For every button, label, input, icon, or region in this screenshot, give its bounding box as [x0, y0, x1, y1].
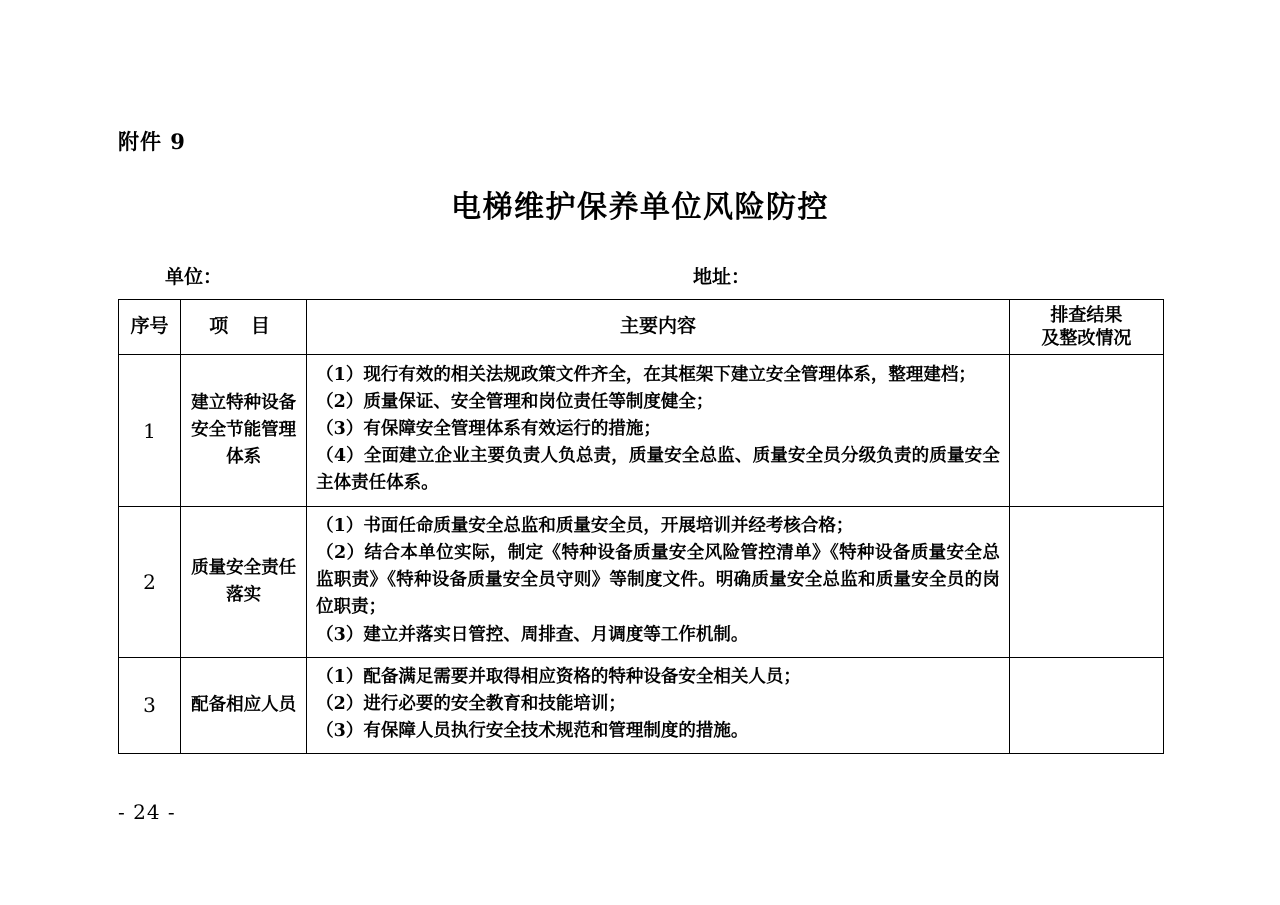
header-result	[1009, 300, 1163, 355]
header-no: 序号	[119, 300, 181, 355]
row-item: 建立特种设备安全节能管理体系	[181, 355, 307, 507]
content-line: （2）结合本单位实际，制定《特种设备质量安全风险管控清单》《特种设备质量安全总监职责》《特种设备质量安全员守则》等制度文件。明确质量安全总监和质量安全员的岗位职责；	[316, 543, 1000, 618]
content-line: （3）有保障安全管理体系有效运行的措施；	[316, 418, 661, 439]
risk-control-table	[118, 299, 1164, 754]
table-row	[119, 657, 1164, 753]
page-number: - 24 -	[118, 800, 176, 824]
table-row	[119, 507, 1164, 658]
table-header-row	[119, 300, 1164, 355]
row-content	[307, 355, 1010, 507]
content-line: （1）现行有效的相关法规政策文件齐全，在其框架下建立安全管理体系，整理建档；	[316, 364, 976, 385]
row-number: 3	[119, 657, 181, 753]
row-result[interactable]	[1009, 657, 1163, 753]
row-number: 2	[119, 507, 181, 658]
table-header	[119, 300, 1164, 355]
table-row	[119, 355, 1164, 507]
header-result-line1: 排查结果	[1050, 304, 1123, 326]
unit-label: 单位：	[165, 266, 223, 288]
table-body	[119, 355, 1164, 754]
address-label: 地址：	[693, 266, 751, 288]
row-content	[307, 507, 1010, 658]
header-content: 主要内容	[307, 300, 1010, 355]
content-line: （3）有保障人员执行安全技术规范和管理制度的措施。	[316, 720, 749, 741]
header-item: 项 目	[181, 300, 307, 355]
content-line: （4）全面建立企业主要负责人负总责，质量安全总监、质量安全员分级负责的质量安全主体责任体系。	[316, 446, 1000, 494]
row-result[interactable]	[1009, 507, 1163, 658]
content-line: （1）书面任命质量安全总监和质量安全员，开展培训并经考核合格；	[316, 516, 854, 536]
content-line: （2）质量保证、安全管理和岗位责任等制度健全；	[316, 391, 714, 412]
row-item: 质量安全责任落实	[181, 507, 307, 658]
row-number: 1	[119, 355, 181, 507]
attachment-label: 附件 9	[118, 129, 186, 154]
header-result-line2: 及整改情况	[1041, 328, 1132, 349]
meta-row	[118, 262, 1163, 288]
content-line: （3）建立并落实日管控、周排查、月调度等工作机制。	[316, 624, 749, 645]
page-title: 电梯维护保养单位风险防控	[451, 190, 829, 225]
row-content	[307, 657, 1010, 753]
content-line: （2）进行必要的安全教育和技能培训；	[316, 693, 626, 714]
row-item: 配备相应人员	[181, 657, 307, 753]
content-line: （1）配备满足需要并取得相应资格的特种设备安全相关人员；	[316, 666, 801, 687]
row-result[interactable]	[1009, 355, 1163, 507]
